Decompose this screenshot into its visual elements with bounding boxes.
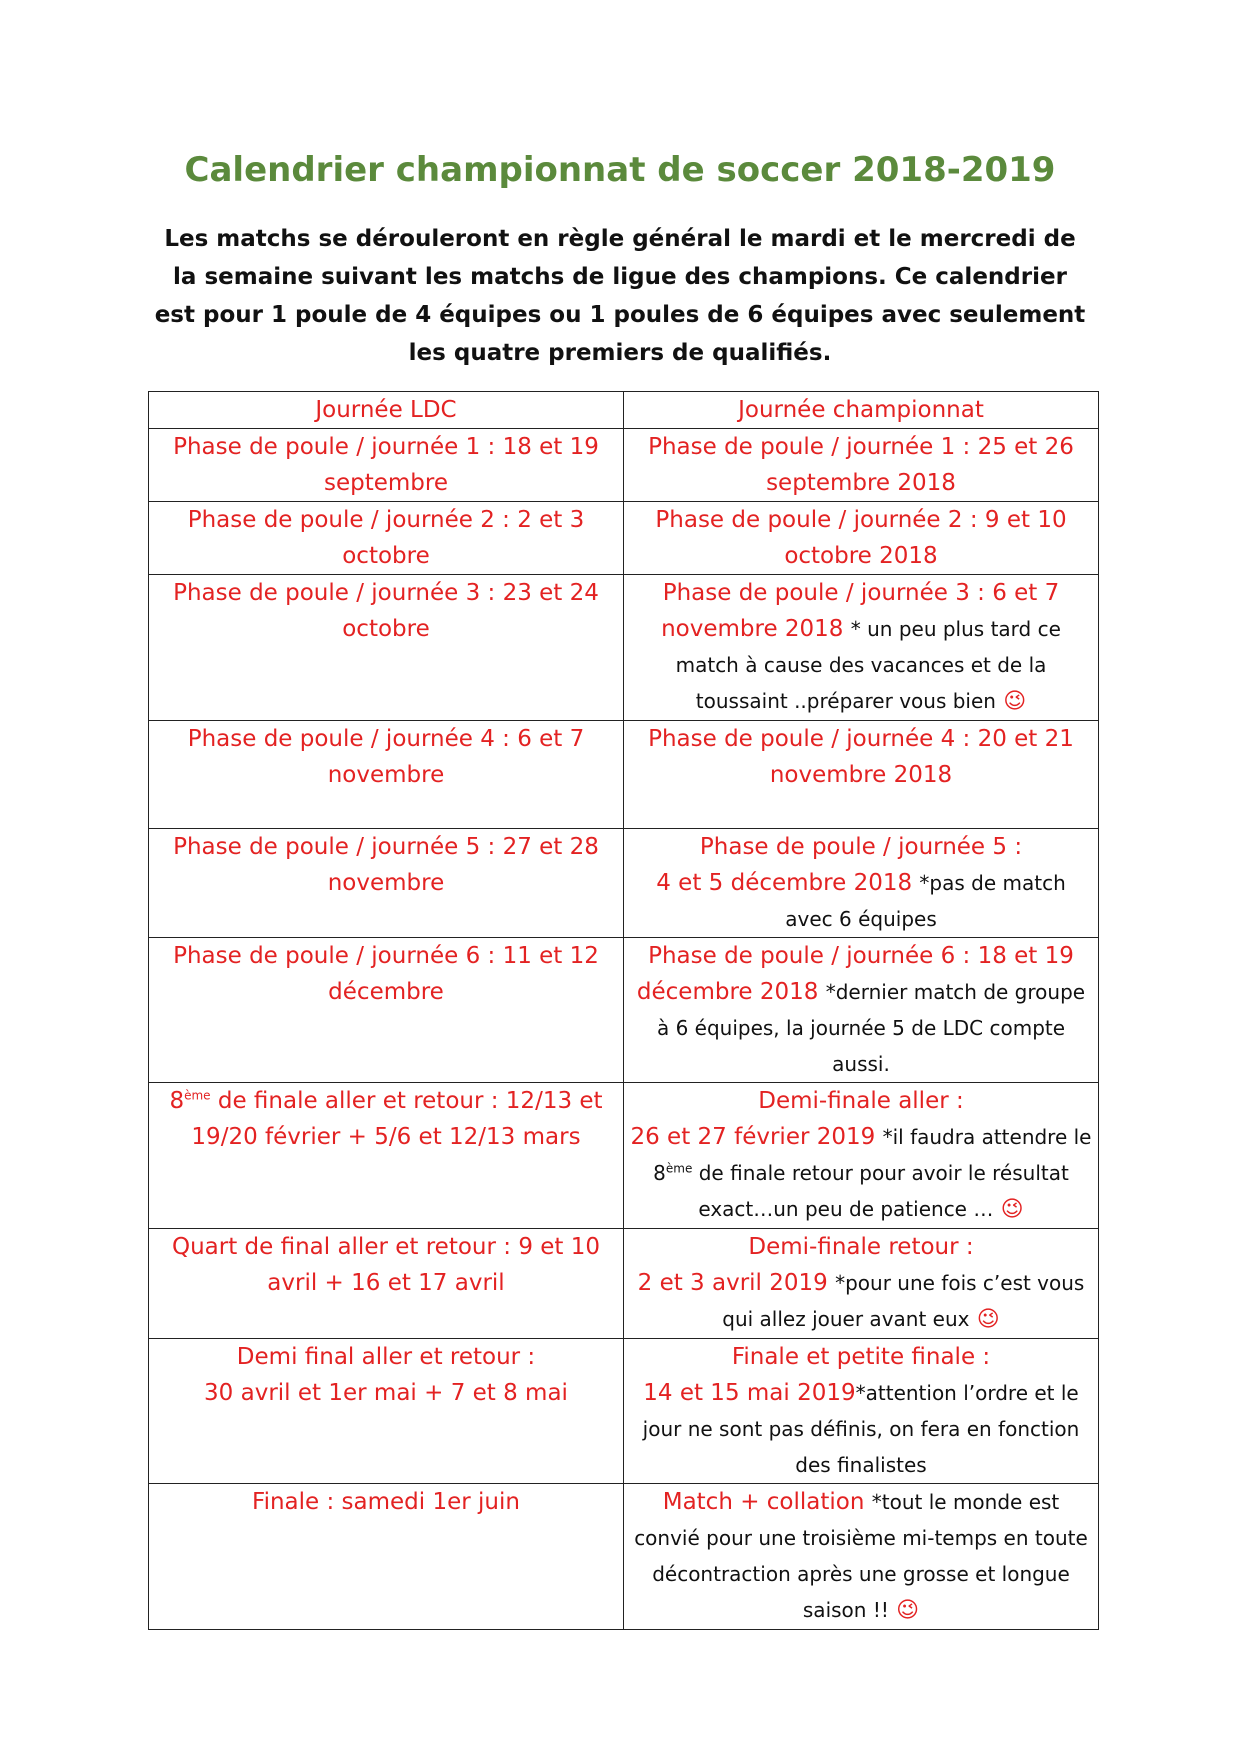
- cell-championnat: [624, 1229, 1099, 1339]
- ordinal-suffix: ème: [184, 1088, 211, 1103]
- note: * un peu plus tard ce match à cause des vacances et de la toussaint ..préparer vous bien: [675, 617, 1061, 713]
- cell-championnat: [624, 1484, 1099, 1630]
- cell-championnat: Phase de poule / journée 2 : 9 et 10 octobre 2018: [624, 502, 1099, 575]
- cell-championnat: [624, 575, 1099, 721]
- cell-ldc: Phase de poule / journée 6 : 11 et 12 décembre: [149, 938, 624, 1083]
- note: *tout le monde est convié pour une troisième mi-temps en toute décontraction après une grosse et longue saison !!: [634, 1490, 1088, 1622]
- cell-championnat: [624, 1083, 1099, 1229]
- match-date: 2 et 3 avril 2019: [637, 1270, 828, 1296]
- match-phase: Match + collation: [662, 1489, 865, 1515]
- cell-ldc: Phase de poule / journée 1 : 18 et 19 septembre: [149, 429, 624, 502]
- match-phase: Finale et petite finale :: [731, 1344, 991, 1370]
- note: *pour une fois c’est vous qui allez jouer avant eux: [722, 1271, 1085, 1331]
- cell-ldc: Phase de poule / journée 5 : 27 et 28 novembre: [149, 829, 624, 938]
- note-part: *il faudra attendre le 8: [653, 1125, 1092, 1185]
- table-row: [149, 829, 1099, 938]
- winking-face-icon: 😉: [1003, 689, 1027, 714]
- winking-face-icon: 😉: [1000, 1197, 1024, 1222]
- round-text: Demi final aller et retour :: [236, 1344, 536, 1370]
- header-ldc: Journée LDC: [149, 392, 624, 429]
- cell-ldc: Phase de poule / journée 2 : 2 et 3 octobre: [149, 502, 624, 575]
- round-text: de finale aller et retour : 12/13 et 19/20 février + 5/6 et 12/13 mars: [191, 1088, 603, 1150]
- intro-paragraph: Les matchs se dérouleront en règle général le mardi et le mercredi de la semaine suivant les matchs de ligue des champions. Ce calendrier est pour 1 poule de 4 équipes ou 1 poules de 6 équipes avec seulement les quatre premiers de qualifiés.: [154, 226, 1086, 366]
- round-number: 8: [169, 1088, 185, 1114]
- cell-ldc: [149, 1083, 624, 1229]
- note: *attention l’ordre et le jour ne sont pas définis, on fera en fonction des finalistes: [642, 1381, 1080, 1477]
- winking-face-icon: 😉: [896, 1598, 920, 1623]
- table-row: [149, 502, 1099, 575]
- table-row: [149, 429, 1099, 502]
- match-date: Phase de poule / journée 6 : 18 et 19 décembre 2018: [636, 943, 1074, 1005]
- match-date: 4 et 5 décembre 2018: [656, 870, 913, 896]
- match-phase: Demi-finale aller :: [758, 1088, 964, 1114]
- match-date: 26 et 27 février 2019: [630, 1124, 876, 1150]
- header-championnat: Journée championnat: [624, 392, 1099, 429]
- table-row: [149, 938, 1099, 1083]
- schedule-table: [148, 391, 1099, 1630]
- table-row: [149, 1229, 1099, 1339]
- match-phase: Demi-finale retour :: [748, 1234, 974, 1260]
- table-row: [149, 1484, 1099, 1630]
- note-part: de finale retour pour avoir le résultat exact…un peu de patience …: [698, 1161, 1069, 1221]
- match-phase: Phase de poule / journée 5 :: [699, 834, 1023, 860]
- cell-ldc: Phase de poule / journée 4 : 6 et 7 novembre: [149, 721, 624, 829]
- cell-championnat: [624, 938, 1099, 1083]
- table-header-row: [149, 392, 1099, 429]
- match-date: Phase de poule / journée 3 : 6 et 7 novembre 2018: [661, 580, 1060, 642]
- round-dates: 30 avril et 1er mai + 7 et 8 mai: [204, 1380, 568, 1406]
- note: *dernier match de groupe à 6 équipes, la journée 5 de LDC compte aussi.: [656, 980, 1086, 1076]
- table-row: [149, 721, 1099, 829]
- cell-championnat: Phase de poule / journée 1 : 25 et 26 septembre 2018: [624, 429, 1099, 502]
- table-row: [149, 575, 1099, 721]
- cell-championnat: [624, 829, 1099, 938]
- table-row: [149, 1339, 1099, 1484]
- cell-ldc: Phase de poule / journée 3 : 23 et 24 octobre: [149, 575, 624, 721]
- page-title: Calendrier championnat de soccer 2018-2019: [184, 150, 1056, 190]
- table-row: [149, 1083, 1099, 1229]
- cell-ldc: Finale : samedi 1er juin: [149, 1484, 624, 1630]
- cell-ldc: Quart de final aller et retour : 9 et 10 avril + 16 et 17 avril: [149, 1229, 624, 1339]
- cell-ldc: [149, 1339, 624, 1484]
- winking-face-icon: 😉: [976, 1307, 1000, 1332]
- cell-championnat: [624, 1339, 1099, 1484]
- match-date: 14 et 15 mai 2019: [643, 1380, 856, 1406]
- cell-championnat: Phase de poule / journée 4 : 20 et 21 novembre 2018: [624, 721, 1099, 829]
- ordinal-suffix: ème: [665, 1161, 693, 1176]
- note: *pas de match avec 6 équipes: [785, 871, 1066, 931]
